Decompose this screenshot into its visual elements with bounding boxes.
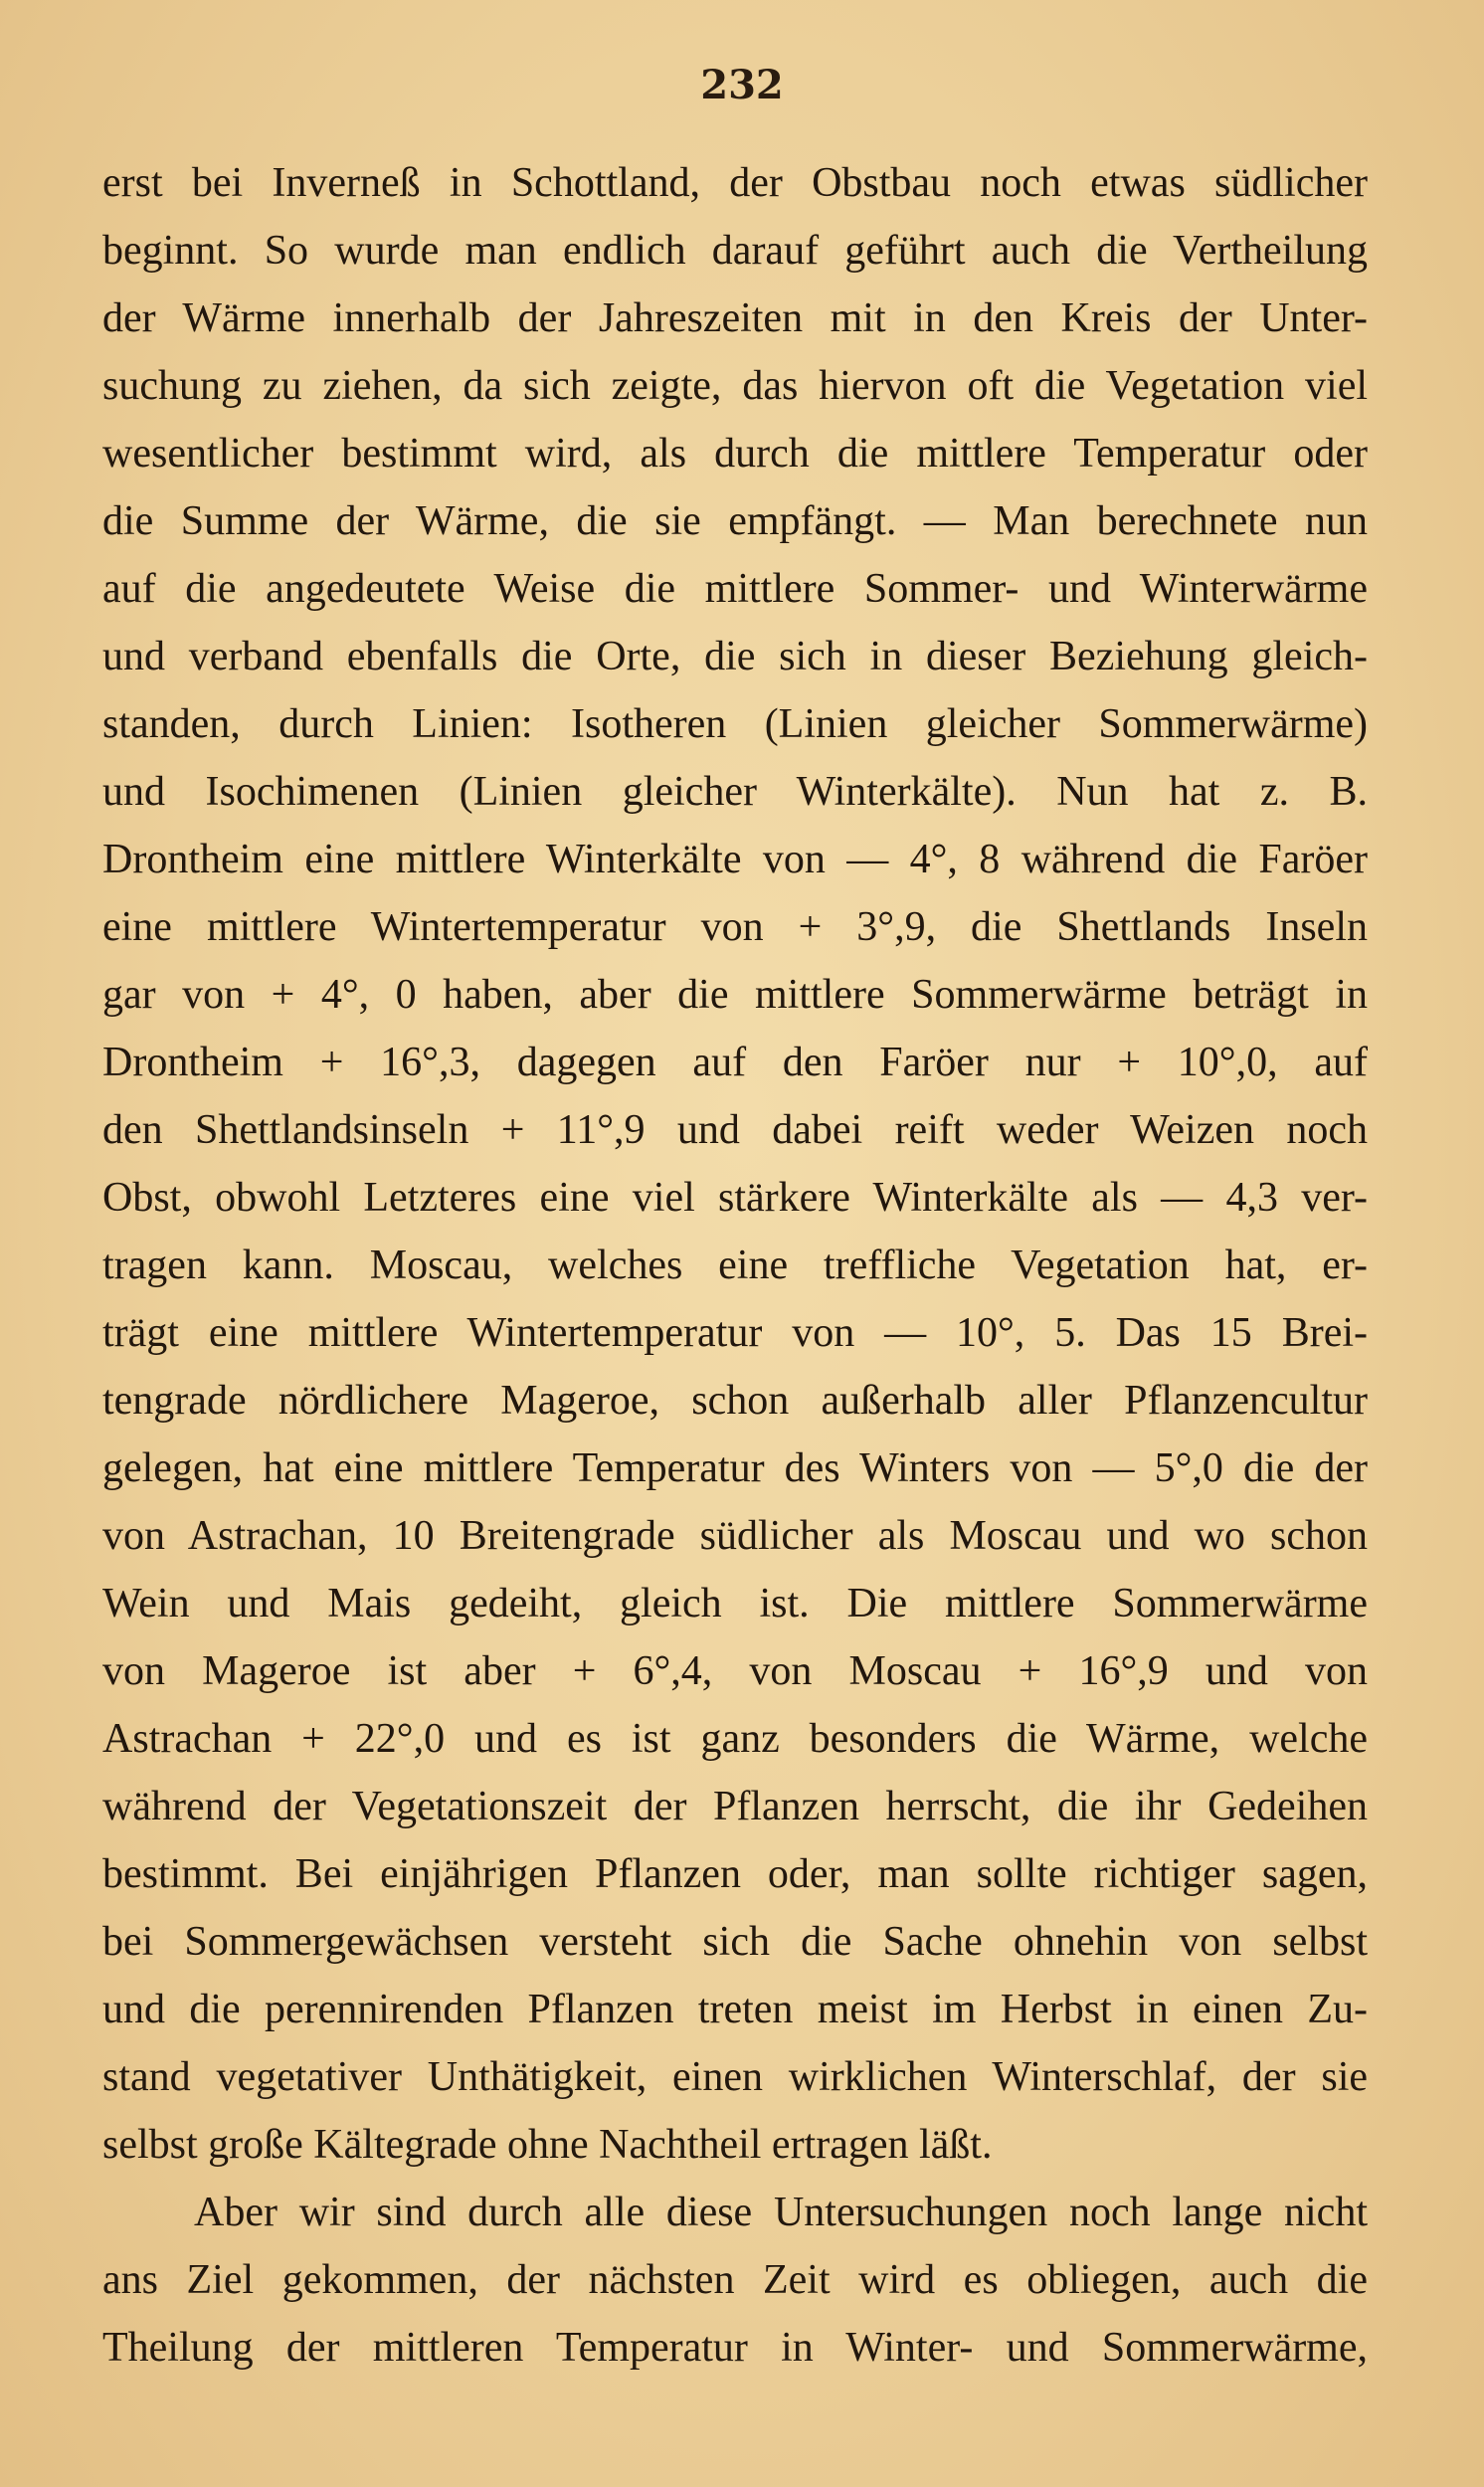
- body-text: [102, 149, 1368, 2382]
- text-line: selbst große Kältegrade ohne Nachtheil ertragen läßt.: [102, 2122, 993, 2168]
- text-line: die Summe der Wärme, die sie empfängt. — Man berechnete nun: [102, 498, 1368, 544]
- text-line: gelegen, hat eine mittlere Temperatur des Winters von — 5°,0 die der: [102, 1445, 1368, 1491]
- text-line: Aber wir sind durch alle diese Untersuchungen noch lange nicht: [194, 2190, 1368, 2235]
- text-line: Theilung der mittleren Temperatur in Winter- und Sommerwärme,: [102, 2325, 1368, 2371]
- text-line: Astrachan + 22°,0 und es ist ganz besonders die Wärme, welche: [102, 1716, 1368, 1762]
- text-line: beginnt. So wurde man endlich darauf geführt auch die Vertheilung: [102, 228, 1368, 274]
- text-line: Drontheim eine mittlere Winterkälte von — 4°, 8 während die Faröer: [102, 837, 1368, 882]
- text-line: Drontheim + 16°,3, dagegen auf den Faröer nur + 10°,0, auf: [102, 1040, 1368, 1085]
- text-line: tragen kann. Moscau, welches eine treffliche Vegetation hat, er-: [102, 1243, 1368, 1288]
- text-line: und Isochimenen (Linien gleicher Winterkälte). Nun hat z. B.: [102, 769, 1368, 815]
- page-number: 232: [700, 62, 784, 108]
- text-line: stand vegetativer Unthätigkeit, einen wirklichen Winterschlaf, der sie: [102, 2054, 1368, 2100]
- text-line: wesentlicher bestimmt wird, als durch die mittlere Temperatur oder: [102, 431, 1368, 477]
- text-line: standen, durch Linien: Isotheren (Linien gleicher Sommerwärme): [102, 701, 1368, 747]
- text-line: auf die angedeutete Weise die mittlere Sommer- und Winterwärme: [102, 566, 1368, 612]
- text-line: von Mageroe ist aber + 6°,4, von Moscau + 16°,9 und von: [102, 1648, 1368, 1694]
- text-line: und verband ebenfalls die Orte, die sich in dieser Beziehung gleich-: [102, 634, 1368, 679]
- text-line: den Shettlandsinseln + 11°,9 und dabei reift weder Weizen noch: [102, 1107, 1368, 1153]
- text-line: tengrade nördlichere Mageroe, schon außerhalb aller Pflanzencultur: [102, 1378, 1368, 1424]
- text-line: trägt eine mittlere Wintertemperatur von — 10°, 5. Das 15 Brei-: [102, 1310, 1368, 1356]
- text-line: der Wärme innerhalb der Jahreszeiten mit in den Kreis der Unter-: [102, 295, 1368, 341]
- text-line: Obst, obwohl Letzteres eine viel stärkere Winterkälte als — 4,3 ver-: [102, 1175, 1368, 1221]
- text-line: ans Ziel gekommen, der nächsten Zeit wird es obliegen, auch die: [102, 2257, 1368, 2303]
- text-line: eine mittlere Wintertemperatur von + 3°,9, die Shettlands Inseln: [102, 904, 1368, 950]
- text-line: erst bei Inverneß in Schottland, der Obstbau noch etwas südlicher: [102, 160, 1368, 206]
- text-line: gar von + 4°, 0 haben, aber die mittlere Sommerwärme beträgt in: [102, 972, 1368, 1018]
- text-line: Wein und Mais gedeiht, gleich ist. Die mittlere Sommerwärme: [102, 1581, 1368, 1626]
- text-line: suchung zu ziehen, da sich zeigte, das hiervon oft die Vegetation viel: [102, 363, 1368, 409]
- text-line: bestimmt. Bei einjährigen Pflanzen oder, man sollte richtiger sagen,: [102, 1851, 1368, 1897]
- text-line: von Astrachan, 10 Breitengrade südlicher als Moscau und wo schon: [102, 1513, 1368, 1559]
- text-line: bei Sommergewächsen versteht sich die Sache ohnehin von selbst: [102, 1919, 1368, 1965]
- text-line: während der Vegetationszeit der Pflanzen herrscht, die ihr Gedeihen: [102, 1784, 1368, 1829]
- text-line: und die perennirenden Pflanzen treten meist im Herbst in einen Zu-: [102, 1987, 1368, 2032]
